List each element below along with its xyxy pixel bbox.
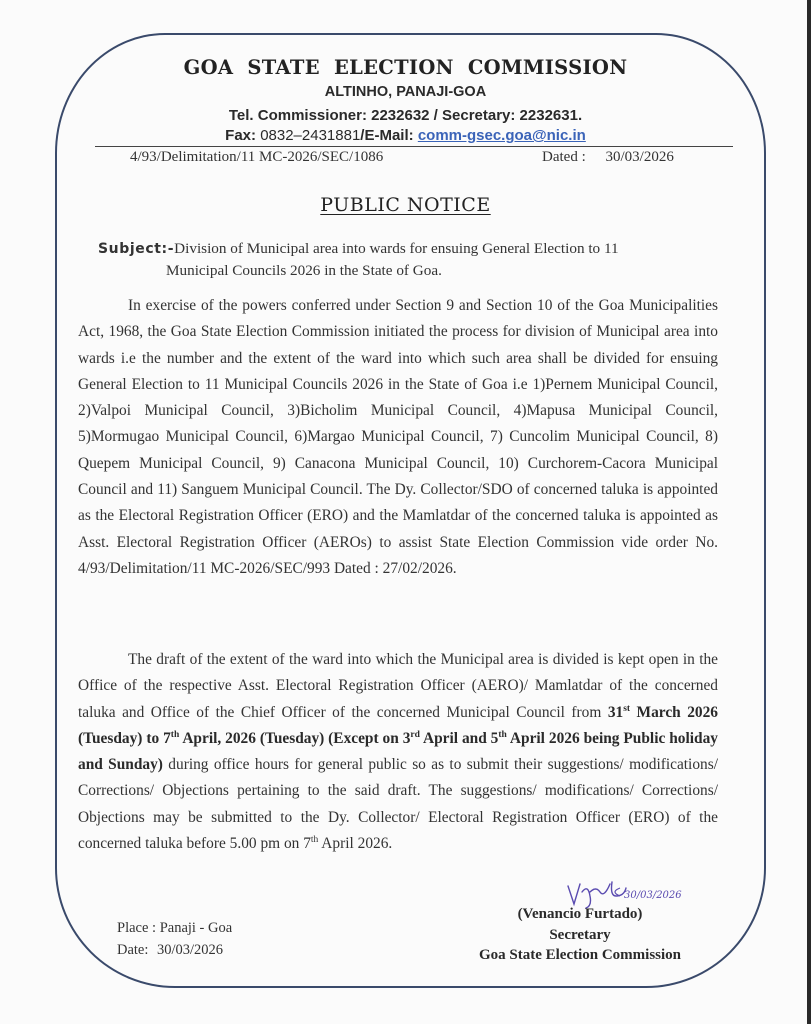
signatory-title: Secretary [549,927,611,943]
place-date-block [117,917,232,961]
email-label: /E-Mail: [360,127,414,144]
email-link[interactable]: comm-gsec.goa@nic.in [417,127,586,144]
place-label: Place : [117,920,157,936]
notice-title [0,194,811,216]
paragraph-powers [78,293,718,582]
paragraph-draft-text: The draft of the extent of the ward into which the Municipal area is divided is kept open in the Office of the respective Asst. Electoral Registration Officer (AERO)/ Mamlatdar of the concerned taluka and Office of the Chief Officer of the concerned Municipal Council from 31st March 2026 (Tuesday) to 7th April, 2026 (Tuesday) (Except on 3rd April and 5th April 2026 being Public holiday and Sunday) during office hours for general public so as to submit their suggestions/ modifications/ Corrections/ Objections pertaining to the said draft. The suggestions/ modifications/ Corrections/ Objections may be submitted to the Dy. Collector/ Electoral Registration Officer (ERO) of the concerned taluka before 5.00 pm on 7th April 2026. [78,651,718,853]
date-label: Date: [117,942,149,958]
subject-label: Subject:- [98,241,175,257]
reference-date [542,149,674,166]
signatory-name: (Venancio Furtado) [517,906,643,922]
notice-title-text: PUBLIC NOTICE [320,194,491,216]
subject-text-line2: Municipal Councils 2026 in the State of Goa. [166,262,442,279]
fax-number: 0832–2431881 [260,127,361,144]
date-value: 30/03/2026 [157,942,224,958]
date-line [117,939,232,961]
fax-label: Fax: [225,127,257,144]
reference-number: 4/93/Delimitation/11 MC-2026/SEC/1086 [130,149,384,165]
commission-telephone: Tel. Commissioner: 2232632 / Secretary: 2232631. [228,107,583,124]
header-divider [95,146,733,147]
place-line [117,917,232,939]
subject-block [98,238,718,281]
page-edge-shadow [807,0,811,1024]
commission-title: GOA STATE ELECTION COMMISSION [183,56,628,79]
signature-date: 30/03/2026 [624,890,682,901]
commission-address: ALTINHO, PANAJI-GOA [324,84,487,100]
draft-end: April 2026. [318,835,393,853]
place-value: Panaji - Goa [159,920,233,936]
signatory-organization: Goa State Election Commission [478,947,682,963]
subject-text-line1: Division of Municipal area into wards for ensuing General Election to 11 [174,240,619,257]
draft-rest: during office hours for general public so as to submit their suggestions/ modifications/ Corrections/ Objections pertaining to the said draft. The suggestions/ modifications/ Corrections/ Objections may be submitted to the Dy. Collector/ Electoral Registration Officer (ERO) of the concerned taluka before 5.00 pm on 7 [78,756,718,853]
dated-label: Dated : [542,149,586,165]
paragraph-powers-text: In exercise of the powers conferred under Section 9 and Section 10 of the Goa Municipalities Act, 1968, the Goa State Election Commission initiated the process for division of Municipal area into wards i.e the number and the extent of the ward into which such area shall be divided for ensuing General Election to 11 Municipal Councils 2026 in the State of Goa i.e 1)Pernem Municipal Council, 2)Valpoi Municipal Council, 3)Bicholim Municipal Council, 4)Mapusa Municipal Council, 5)Mormugao Municipal Council, 6)Margao Municipal Council, 7) Cuncolim Municipal Council, 8) Quepem Municipal Council, 9) Canacona Municipal Council, 10) Curchorem-Cacora Municipal Council and 11) Sanguem Municipal Council. The Dy. Collector/SDO of concerned taluka is appointed as the Electoral Registration Officer (ERO) and the Mamlatdar of the concerned taluka is appointed as Asst. Electoral Registration Officer (AEROs) to assist State Election Commission vide order No. 4/93/Delimitation/11 MC-2026/SEC/993 Dated : 27/02/2026. [78,297,718,577]
paragraph-draft [78,647,718,857]
dated-value: 30/03/2026 [605,149,674,165]
commission-fax-email [0,127,811,144]
draft-dates-bold: 31st March 2026 (Tuesday) to 7th April, 2026 (Tuesday) (Except on 3rd April and 5th April 2026 being Public holiday and Sunday) [78,703,718,774]
draft-intro: The draft of the extent of the ward into which the Municipal area is divided is kept open in the Office of the respective Asst. Electoral Registration Officer (AERO)/ Mamlatdar of the concerned taluka and Office of the Chief Officer of the concerned Municipal Council from [78,651,718,721]
